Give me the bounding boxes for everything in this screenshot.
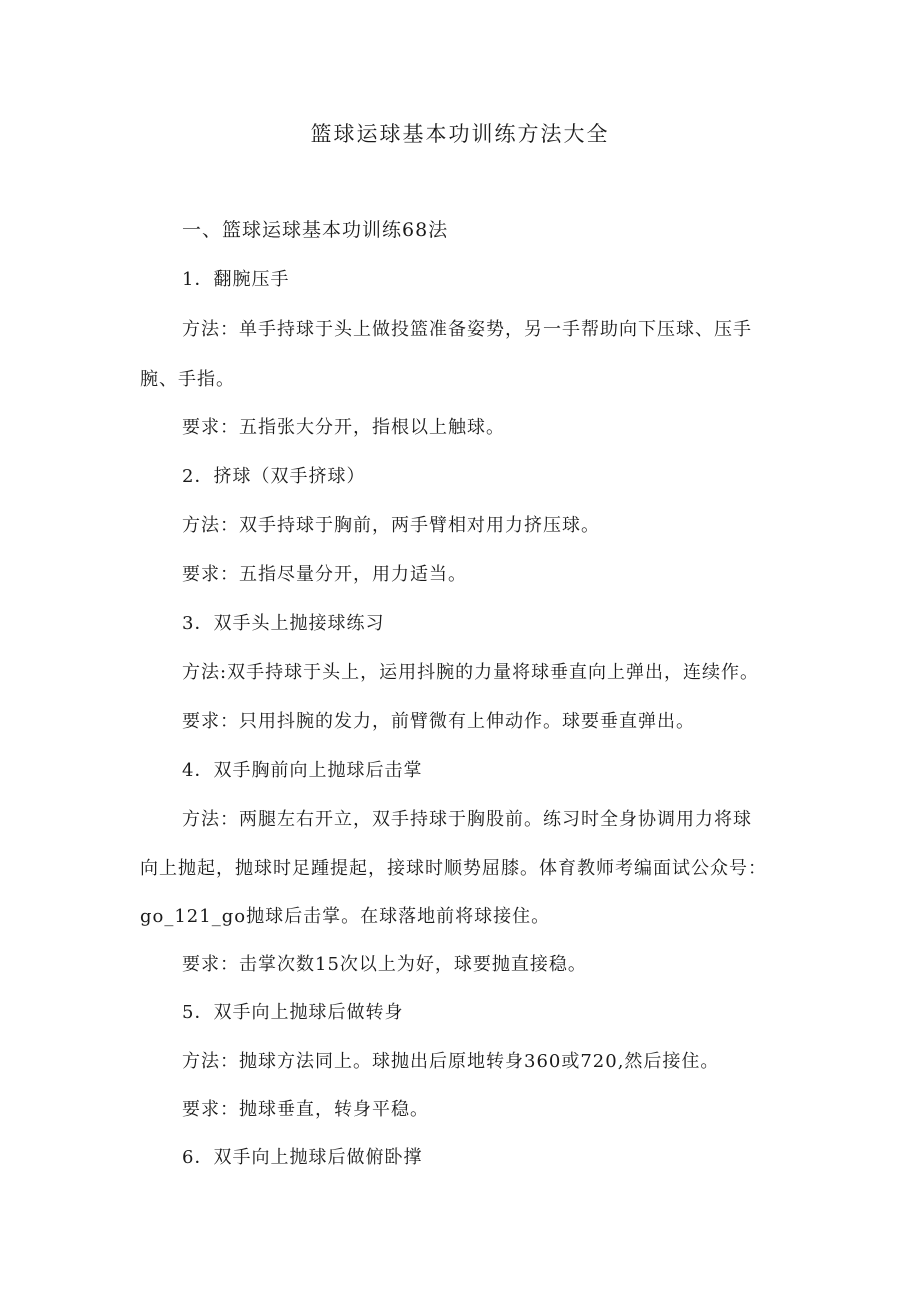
item-3-method: 方法:双手持球于头上，运用抖腕的力量将球垂直向上弹出，连续作。: [182, 662, 760, 683]
item-1-requirement: 要求：五指张大分开，指根以上触球。: [182, 417, 505, 438]
item-4-heading: 4．双手胸前向上抛球后击掌: [182, 760, 423, 781]
item-5-heading: 5．双手向上抛球后做转身: [182, 1002, 404, 1023]
item-1-heading: 1．翻腕压手: [182, 269, 290, 290]
item-4-requirement: 要求：击掌次数15次以上为好，球要抛直接稳。: [182, 954, 587, 975]
item-2-requirement: 要求：五指尽量分开，用力适当。: [182, 564, 467, 585]
item-4-method-line3: go_121_go抛球后击掌。在球落地前将球接住。: [140, 906, 551, 927]
document-title: 篮球运球基本功训练方法大全: [310, 122, 610, 146]
item-2-method: 方法：双手持球于胸前，两手臂相对用力挤压球。: [182, 515, 600, 536]
item-3-requirement: 要求：只用抖腕的发力，前臂微有上伸动作。球要垂直弹出。: [182, 711, 695, 732]
item-2-heading: 2．挤球（双手挤球）: [182, 466, 366, 487]
item-4-method-line2: 向上抛起，抛球时足踵提起，接球时顺势屈膝。体育教师考编面试公众号：: [140, 858, 767, 879]
item-6-heading: 6．双手向上抛球后做俯卧撑: [182, 1147, 423, 1168]
item-5-method: 方法：抛球方法同上。球抛出后原地转身360或720,然后接住。: [182, 1051, 720, 1072]
section-heading: 一、篮球运球基本功训练68法: [182, 219, 449, 241]
item-5-requirement: 要求：抛球垂直，转身平稳。: [182, 1099, 429, 1120]
item-4-method-line1: 方法：两腿左右开立，双手持球于胸股前。练习时全身协调用力将球: [182, 809, 752, 830]
item-1-method-line1: 方法：单手持球于头上做投篮准备姿势，另一手帮助向下压球、压手: [182, 319, 752, 340]
item-3-heading: 3．双手头上抛接球练习: [182, 613, 385, 634]
item-1-method-line2: 腕、手指。: [140, 369, 235, 390]
